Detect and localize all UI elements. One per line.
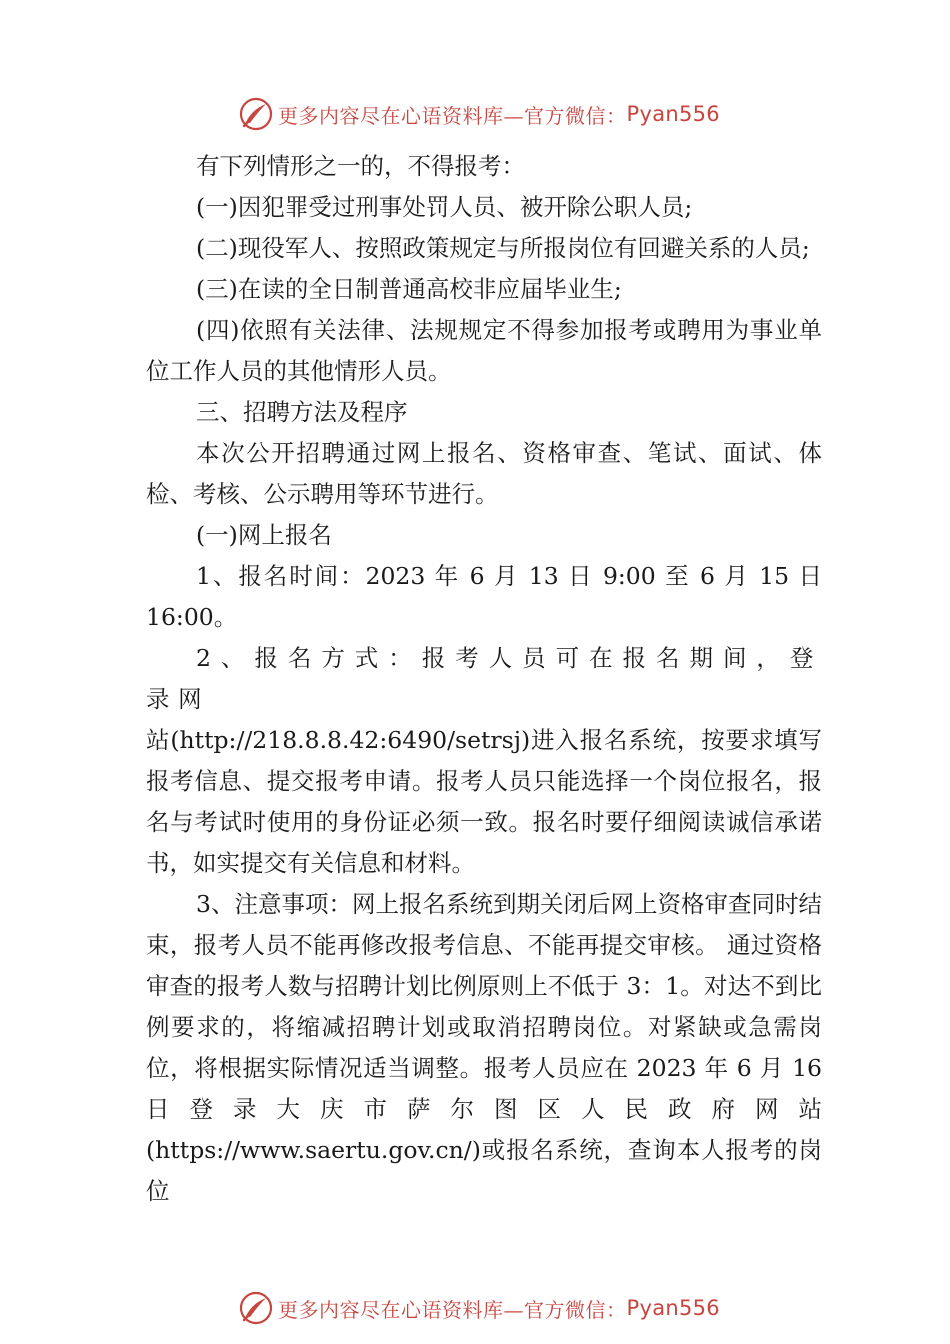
section-heading: 三、招聘方法及程序	[196, 398, 408, 426]
watermark-text: 更多内容尽在心语资料库—官方微信：	[278, 1297, 627, 1322]
paragraph-intro: 有下列情形之一的，不得报考：	[196, 152, 525, 180]
subsection-heading: (一)网上报名	[196, 521, 332, 549]
brush-logo-icon	[238, 1290, 274, 1326]
paragraph-registration-time: 1、报名时间：2023 年 6 月 13 日 9:00 至 6 月 15 日 16:00。	[146, 562, 822, 631]
document-body	[146, 146, 822, 1212]
footer-watermark	[238, 1290, 720, 1326]
paragraph-registration-method-line1: 2、报名方式：报考人员可在报名期间，登录网	[146, 644, 822, 713]
paragraph-item-3: (三)在读的全日制普通高校非应届毕业生;	[196, 275, 622, 303]
paragraph-registration-method: 站(http://218.8.8.42:6490/setrsj)进入报名系统，按要求填写报考信息、提交报考申请。报考人员只能选择一个岗位报名，报名与考试时使用的身份证必须一致。报名时要仔细阅读诚信承诺书，如实提交有关信息和材料。	[146, 726, 822, 877]
paragraph-notes: 3、注意事项：网上报名系统到期关闭后网上资格审查同时结束，报考人员不能再修改报考信息、不能再提交审核。 通过资格审查的报考人数与招聘计划比例原则上不低于 3：1。对达不到比例要求的，将缩减招聘计划或取消招聘岗位。对紧缺或急需岗位，将根据实际情况适当调整。报考人员应在 2023 年 6 月 16 日登录大庆市萨尔图区人民政府网站(https://www.saertu.gov.cn/)或报名系统，查询本人报考的岗位	[146, 890, 822, 1205]
header-watermark	[238, 96, 720, 132]
watermark-wechat-id: Pyan556	[626, 1296, 720, 1320]
paragraph-item-1: (一)因犯罪受过刑事处罚人员、被开除公职人员;	[196, 193, 693, 221]
brush-logo-icon	[238, 96, 274, 132]
paragraph-procedure: 本次公开招聘通过网上报名、资格审查、笔试、面试、体检、考核、公示聘用等环节进行。	[146, 439, 822, 508]
watermark-wechat-id: Pyan556	[626, 102, 720, 126]
paragraph-item-2: (二)现役军人、按照政策规定与所报岗位有回避关系的人员;	[196, 234, 810, 262]
watermark-text: 更多内容尽在心语资料库—官方微信：	[278, 103, 627, 128]
paragraph-item-4: (四)依照有关法律、法规规定不得参加报考或聘用为事业单位工作人员的其他情形人员。	[146, 316, 822, 385]
